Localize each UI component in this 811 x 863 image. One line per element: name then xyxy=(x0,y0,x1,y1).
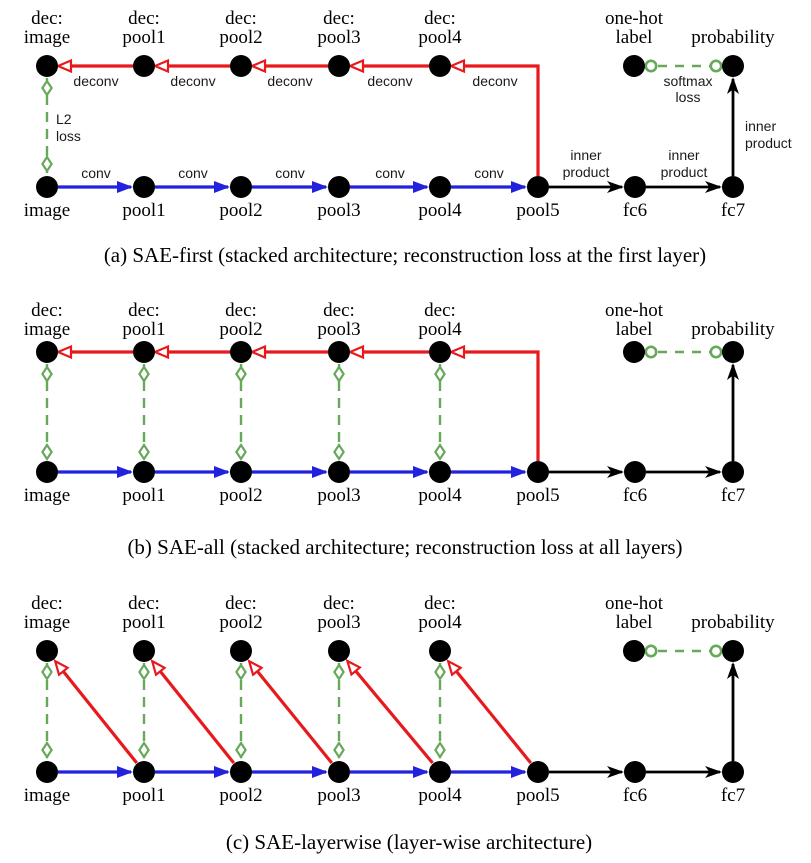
label-a-dec-prefix: dec: xyxy=(323,8,355,29)
loss-diamond-icon xyxy=(334,743,343,757)
node-b-pool5 xyxy=(527,461,549,483)
figure-b xyxy=(24,300,775,559)
node-a-dec-pool1 xyxy=(133,55,155,77)
loss-diamond-icon xyxy=(334,665,343,679)
label-b-dec-prefix: dec: xyxy=(128,300,160,321)
label-c-dec-image: image xyxy=(23,612,71,633)
node-c-dec-image xyxy=(36,640,58,662)
loss-circle-icon xyxy=(711,646,721,656)
node-c-fc7 xyxy=(722,761,744,783)
label-a-fc7: fc7 xyxy=(720,200,746,221)
label-b-pool1: pool1 xyxy=(122,485,166,506)
node-a-image xyxy=(36,176,58,198)
label-c-one-hot: one-hot xyxy=(604,593,664,614)
node-c-one-hot-label xyxy=(623,640,645,662)
loss-diamond-icon xyxy=(42,743,51,757)
label-b-image: image xyxy=(23,485,71,506)
label-c-dec-prefix: dec: xyxy=(31,593,63,614)
label-c-pool4: pool4 xyxy=(418,785,462,806)
figure-a xyxy=(24,8,792,267)
node-b-dec-pool2 xyxy=(230,341,252,363)
node-a-pool4 xyxy=(429,176,451,198)
node-b-pool2 xyxy=(230,461,252,483)
label-a-pool2: pool2 xyxy=(219,200,263,221)
node-a-fc6 xyxy=(624,176,646,198)
node-b-fc7 xyxy=(722,461,744,483)
label-b-fc7: fc7 xyxy=(720,485,746,506)
node-a-probability xyxy=(722,55,744,77)
edge-label-conv: conv xyxy=(178,165,208,181)
loss-diamond-icon xyxy=(42,367,51,381)
label-c-pool5: pool5 xyxy=(516,785,560,806)
edge-label-l2-loss: loss xyxy=(56,128,81,144)
node-c-fc6 xyxy=(624,761,646,783)
edge-label-softmax: softmax xyxy=(663,73,713,89)
label-b-dec-prefix: dec: xyxy=(323,300,355,321)
label-b-one-hot: one-hot xyxy=(604,300,664,321)
label-a-one-hot-2: label xyxy=(615,27,653,48)
label-a-dec-image: image xyxy=(23,27,71,48)
node-c-dec-pool4 xyxy=(429,640,451,662)
edge-c-deconv-2 xyxy=(153,663,233,763)
caption-c: (c) SAE-layerwise (layer-wise architecture) xyxy=(225,830,593,854)
edge-label-inner: inner xyxy=(745,118,777,134)
label-b-one-hot-2: label xyxy=(615,319,653,340)
label-c-dec-pool4: pool4 xyxy=(418,612,462,633)
loss-diamond-icon xyxy=(236,665,245,679)
caption-a: (a) SAE-first (stacked architecture; reconstruction loss at the first layer) xyxy=(103,243,707,267)
edge-label-deconv: deconv xyxy=(267,73,313,89)
figure-c xyxy=(24,593,775,854)
label-c-image: image xyxy=(23,785,71,806)
edge-label-deconv: deconv xyxy=(472,73,518,89)
edge-c-deconv-1 xyxy=(56,663,136,763)
label-b-dec-pool3: pool3 xyxy=(317,319,361,340)
node-a-fc7 xyxy=(722,176,744,198)
node-a-dec-pool4 xyxy=(429,55,451,77)
edge-label-deconv: deconv xyxy=(170,73,216,89)
label-c-one-hot-2: label xyxy=(615,612,653,633)
label-b-dec-prefix: dec: xyxy=(31,300,63,321)
node-c-pool1 xyxy=(133,761,155,783)
loss-diamond-icon xyxy=(139,445,148,459)
edge-b-deconv-5-from-pool5 xyxy=(453,352,538,461)
loss-diamond-icon xyxy=(435,445,444,459)
edge-label-inner: inner xyxy=(668,147,700,163)
node-a-dec-pool2 xyxy=(230,55,252,77)
loss-diamond-icon xyxy=(435,743,444,757)
node-a-pool2 xyxy=(230,176,252,198)
label-a-pool3: pool3 xyxy=(317,200,361,221)
edge-label-product: product xyxy=(562,164,610,180)
node-b-probability xyxy=(722,341,744,363)
node-a-dec-image xyxy=(36,55,58,77)
loss-circle-icon xyxy=(646,347,656,357)
loss-circle-icon xyxy=(711,347,721,357)
loss-diamond-icon xyxy=(334,367,343,381)
label-b-dec-pool2: pool2 xyxy=(219,319,263,340)
label-a-image: image xyxy=(23,200,71,221)
loss-diamond-icon xyxy=(334,445,343,459)
loss-diamond-icon xyxy=(42,81,51,95)
label-b-dec-pool1: pool1 xyxy=(122,319,166,340)
label-b-pool4: pool4 xyxy=(418,485,462,506)
loss-diamond-icon xyxy=(139,367,148,381)
label-c-pool1: pool1 xyxy=(122,785,166,806)
label-c-dec-pool3: pool3 xyxy=(317,612,361,633)
label-a-one-hot: one-hot xyxy=(604,8,664,29)
label-c-dec-prefix: dec: xyxy=(323,593,355,614)
label-c-fc6: fc6 xyxy=(622,785,648,806)
loss-circle-icon xyxy=(646,61,656,71)
edge-label-conv: conv xyxy=(81,165,111,181)
node-c-probability xyxy=(722,640,744,662)
label-c-dec-pool1: pool1 xyxy=(122,612,166,633)
node-c-dec-pool3 xyxy=(328,640,350,662)
label-b-fc6: fc6 xyxy=(622,485,648,506)
label-c-dec-prefix: dec: xyxy=(128,593,160,614)
edge-label-deconv: deconv xyxy=(367,73,413,89)
loss-diamond-icon xyxy=(435,367,444,381)
node-c-dec-pool1 xyxy=(133,640,155,662)
edge-label-l2: L2 xyxy=(56,111,72,127)
label-b-dec-prefix: dec: xyxy=(424,300,456,321)
label-a-dec-prefix: dec: xyxy=(225,8,257,29)
node-b-one-hot-label xyxy=(623,341,645,363)
label-c-dec-prefix: dec: xyxy=(225,593,257,614)
node-c-dec-pool2 xyxy=(230,640,252,662)
label-a-dec-pool2: pool2 xyxy=(219,27,263,48)
edge-label-conv: conv xyxy=(275,165,305,181)
loss-circle-icon xyxy=(711,61,721,71)
label-a-dec-prefix: dec: xyxy=(31,8,63,29)
label-a-pool1: pool1 xyxy=(122,200,166,221)
node-b-image xyxy=(36,461,58,483)
caption-b: (b) SAE-all (stacked architecture; reconstruction loss at all layers) xyxy=(127,535,683,559)
node-b-dec-pool1 xyxy=(133,341,155,363)
loss-diamond-icon xyxy=(42,445,51,459)
edge-c-deconv-5 xyxy=(449,663,530,763)
node-c-pool5 xyxy=(527,761,549,783)
edge-label-conv: conv xyxy=(474,165,504,181)
loss-diamond-icon xyxy=(139,665,148,679)
label-b-dec-prefix: dec: xyxy=(225,300,257,321)
node-c-pool3 xyxy=(328,761,350,783)
edge-label-deconv: deconv xyxy=(73,73,119,89)
node-b-pool4 xyxy=(429,461,451,483)
node-b-dec-pool3 xyxy=(328,341,350,363)
node-b-dec-pool4 xyxy=(429,341,451,363)
label-a-probability: probability xyxy=(691,27,775,48)
loss-diamond-icon xyxy=(435,665,444,679)
node-a-pool1 xyxy=(133,176,155,198)
label-b-dec-image: image xyxy=(23,319,71,340)
label-a-dec-prefix: dec: xyxy=(128,8,160,29)
label-c-pool3: pool3 xyxy=(317,785,361,806)
edge-label-inner: inner xyxy=(570,147,602,163)
loss-diamond-icon xyxy=(42,157,51,171)
node-a-pool3 xyxy=(328,176,350,198)
label-a-pool4: pool4 xyxy=(418,200,462,221)
label-b-dec-pool4: pool4 xyxy=(418,319,462,340)
label-b-pool5: pool5 xyxy=(516,485,560,506)
loss-circle-icon xyxy=(646,646,656,656)
node-b-dec-image xyxy=(36,341,58,363)
label-a-pool5: pool5 xyxy=(516,200,560,221)
edge-c-deconv-4 xyxy=(349,663,433,764)
label-a-dec-pool1: pool1 xyxy=(122,27,166,48)
label-c-fc7: fc7 xyxy=(720,785,746,806)
node-a-one-hot-label xyxy=(623,55,645,77)
node-c-image xyxy=(36,761,58,783)
node-b-pool1 xyxy=(133,461,155,483)
loss-diamond-icon xyxy=(236,367,245,381)
label-a-dec-pool4: pool4 xyxy=(418,27,462,48)
edge-label-product: product xyxy=(745,135,792,151)
label-b-pool3: pool3 xyxy=(317,485,361,506)
label-a-dec-pool3: pool3 xyxy=(317,27,361,48)
node-c-pool2 xyxy=(230,761,252,783)
label-c-dec-pool2: pool2 xyxy=(219,612,263,633)
edge-label-conv: conv xyxy=(375,165,405,181)
node-a-pool5 xyxy=(527,176,549,198)
edge-label-softmax-loss: loss xyxy=(675,89,701,105)
node-c-pool4 xyxy=(429,761,451,783)
node-b-pool3 xyxy=(328,461,350,483)
loss-diamond-icon xyxy=(236,743,245,757)
label-c-pool2: pool2 xyxy=(219,785,263,806)
edge-c-deconv-3 xyxy=(250,663,331,763)
loss-diamond-icon xyxy=(42,665,51,679)
loss-diamond-icon xyxy=(139,743,148,757)
label-c-dec-prefix: dec: xyxy=(424,593,456,614)
label-c-probability: probability xyxy=(691,612,775,633)
label-a-dec-prefix: dec: xyxy=(424,8,456,29)
loss-diamond-icon xyxy=(236,445,245,459)
label-b-pool2: pool2 xyxy=(219,485,263,506)
label-a-fc6: fc6 xyxy=(622,200,648,221)
node-b-fc6 xyxy=(624,461,646,483)
node-a-dec-pool3 xyxy=(328,55,350,77)
edge-label-product: product xyxy=(660,164,708,180)
label-b-probability: probability xyxy=(691,319,775,340)
